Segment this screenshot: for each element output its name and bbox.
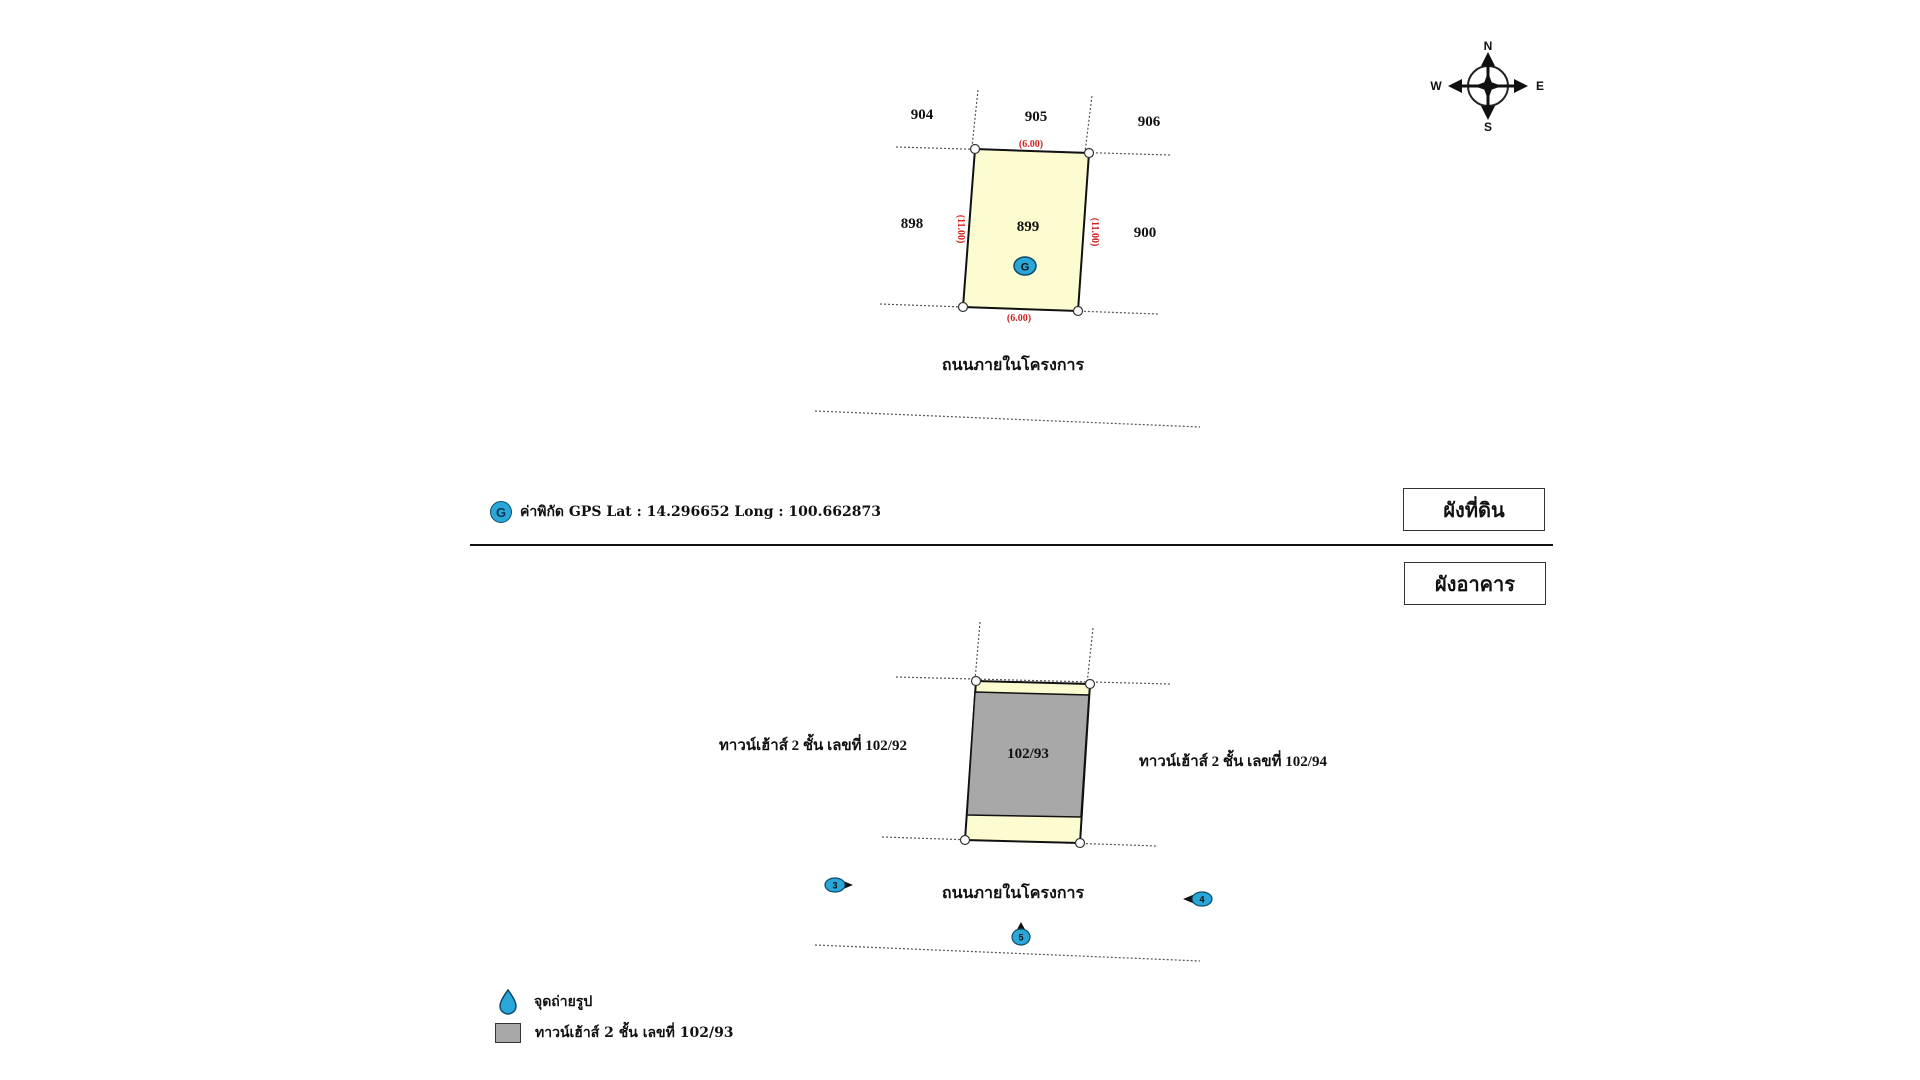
building-plan <box>719 622 1327 961</box>
legend-building <box>495 1022 734 1044</box>
svg-text:5: 5 <box>1018 932 1024 943</box>
svg-text:3: 3 <box>832 880 838 891</box>
compass-label-e: E <box>1535 79 1545 93</box>
photo-point-4-icon <box>1183 892 1212 906</box>
svg-text:4: 4 <box>1199 894 1205 905</box>
gps-coordinates-text: ค่าพิกัด GPS Lat : 14.296652 Long : 100.662873 <box>520 504 881 520</box>
land-road-label: ถนนภายในโครงการ <box>941 357 1085 374</box>
dimension-right: (11.00) <box>1089 217 1100 247</box>
land-plan-title: ผังที่ดิน <box>1403 488 1545 531</box>
legend-building-label: ทาวน์เฮ้าส์ 2 ชั้น เลขที่ 102/93 <box>535 1025 734 1041</box>
photo-point-5-icon <box>1012 922 1030 945</box>
neighbor-lot-904: 904 <box>910 107 934 123</box>
legend-photo-point <box>534 991 592 1013</box>
legend-photo-point-label: จุดถ่ายรูป <box>534 994 593 1010</box>
gps-badge-icon: G <box>490 501 512 523</box>
land-plan <box>815 90 1200 427</box>
neighbor-lot-906: 906 <box>1137 114 1161 130</box>
dimension-bottom: (6.00) <box>1006 313 1032 324</box>
compass-arrow-east <box>1514 79 1528 93</box>
building-plan-title: ผังอาคาร <box>1404 562 1546 605</box>
lot-number: 899 <box>1016 219 1040 235</box>
building-house-number: 102/93 <box>1007 746 1049 762</box>
compass-arrow-north <box>1481 52 1495 66</box>
compass-label-s: S <box>1483 120 1493 134</box>
compass-label-w: W <box>1430 79 1442 93</box>
dimension-left: (11.00) <box>955 214 966 244</box>
building-road-label: ถนนภายในโครงการ <box>941 885 1085 902</box>
neighbor-lot-905: 905 <box>1024 109 1048 125</box>
compass-arrow-west <box>1448 79 1462 93</box>
gps-marker-icon <box>1014 257 1036 275</box>
compass-label-n: N <box>1483 39 1493 53</box>
legend-photo-point-icon <box>500 990 516 1014</box>
compass-arrow-south <box>1481 106 1495 120</box>
svg-text:G: G <box>1020 261 1030 274</box>
right-neighbor-label: ทาวน์เฮ้าส์ 2 ชั้น เลขที่ 102/94 <box>1139 754 1327 770</box>
legend-building-swatch <box>495 1023 521 1043</box>
dimension-top: (6.00) <box>1018 139 1044 150</box>
neighbor-lot-898: 898 <box>900 216 924 232</box>
compass-rose <box>1430 39 1544 134</box>
compass-star-h <box>1474 81 1502 91</box>
photo-point-3-icon <box>825 878 853 892</box>
gps-coordinates-row <box>490 501 881 523</box>
neighbor-lot-900: 900 <box>1133 225 1157 241</box>
left-neighbor-label: ทาวน์เฮ้าส์ 2 ชั้น เลขที่ 102/92 <box>719 738 907 754</box>
